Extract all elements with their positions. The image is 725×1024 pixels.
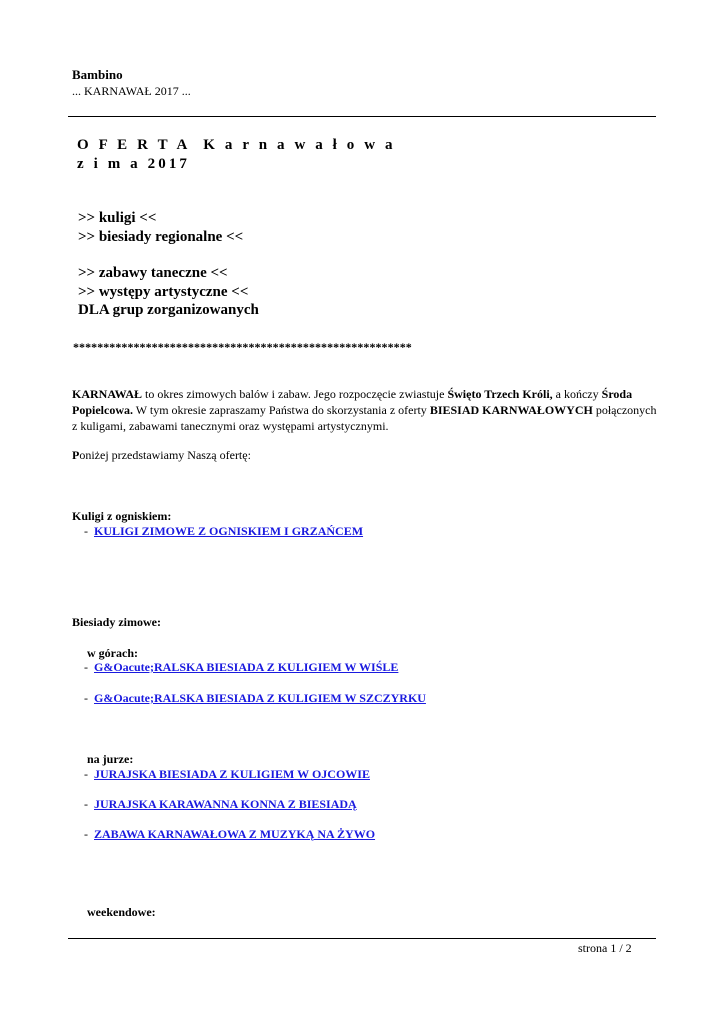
list-item (84, 691, 426, 706)
offer-intro-rest: oniżej przedstawiamy Naszą ofertę: (79, 448, 251, 462)
list-dash: - (84, 660, 88, 674)
bullet-grupy: DLA grup zorganizowanych (78, 302, 259, 318)
intro-paragraph (72, 386, 662, 434)
offer-season: z i m a 2017 (77, 156, 191, 172)
intro-bold-karnawal: KARNAWAŁ (72, 387, 143, 401)
list-item (84, 827, 375, 842)
subsection-gory-label: w górach: (87, 646, 138, 660)
list-item (84, 767, 370, 782)
bullet-biesiady: >> biesiady regionalne << (78, 229, 244, 245)
link-kuligi-zimowe[interactable]: KULIGI ZIMOWE Z OGNISKIEM I GRZAŃCEM (94, 524, 364, 538)
link-zabawa-karnawalowa[interactable]: ZABAWA KARNAWAŁOWA Z MUZYKĄ NA ŻYWO (94, 827, 376, 841)
page-number: strona 1 / 2 (578, 941, 632, 955)
offer-intro-line (72, 448, 251, 463)
offer-title: O F E R T A K a r n a w a ł o w a (77, 137, 396, 153)
intro-text-4: połączonych z kuligami, zabawami tanecznymi oraz występami artystycznymi. (72, 403, 657, 433)
list-dash: - (84, 691, 88, 705)
section-kuligi-label: Kuligi z ogniskiem: (72, 509, 172, 523)
header-divider (68, 116, 656, 117)
list-dash: - (84, 797, 88, 811)
subsection-jura-label: na jurze: (87, 752, 134, 766)
intro-bold-biesiad: BIESIAD KARNWAŁOWYCH (429, 403, 593, 417)
link-jurajska-karawana[interactable]: JURAJSKA KARAWANNA KONNA Z BIESIADĄ (94, 797, 357, 811)
list-dash: - (84, 524, 88, 538)
bullet-zabawy: >> zabawy taneczne << (78, 265, 228, 281)
header-title: Bambino (72, 67, 123, 82)
bullet-wystepy: >> występy artystyczne << (78, 284, 249, 300)
intro-text-3: W tym okresie zapraszamy Państwa do skorzystania z oferty (133, 403, 430, 417)
list-item (84, 797, 357, 812)
list-item (84, 524, 363, 539)
intro-text-1: to okres zimowych balów i zabaw. Jego rozpoczęcie zwiastuje (142, 387, 448, 401)
star-divider: ******************************************************** (73, 340, 412, 354)
intro-bold-swieto: Święto Trzech Króli, (447, 387, 553, 401)
section-biesiady-label: Biesiady zimowe: (72, 615, 161, 629)
bullet-kuligi: >> kuligi << (78, 210, 157, 226)
footer-divider (68, 938, 656, 939)
link-jurajska-ojcow[interactable]: JURAJSKA BIESIADA Z KULIGIEM W OJCOWIE (94, 767, 370, 781)
intro-text-2: a kończy (552, 387, 602, 401)
offer-intro-first-letter: P (72, 448, 80, 462)
list-dash: - (84, 827, 88, 841)
subsection-weekend-label: weekendowe: (87, 905, 156, 919)
list-dash: - (84, 767, 88, 781)
header-subtitle: ... KARNAWAŁ 2017 ... (72, 84, 191, 98)
link-goralska-szczyrk[interactable]: G&Oacute;RALSKA BIESIADA Z KULIGIEM W SZCZYRKU (94, 691, 426, 705)
intro-bold-sroda: Środa Popielcowa. (72, 387, 633, 417)
link-goralska-wisla[interactable]: G&Oacute;RALSKA BIESIADA Z KULIGIEM W WIŚLE (94, 660, 399, 674)
list-item (84, 660, 398, 675)
